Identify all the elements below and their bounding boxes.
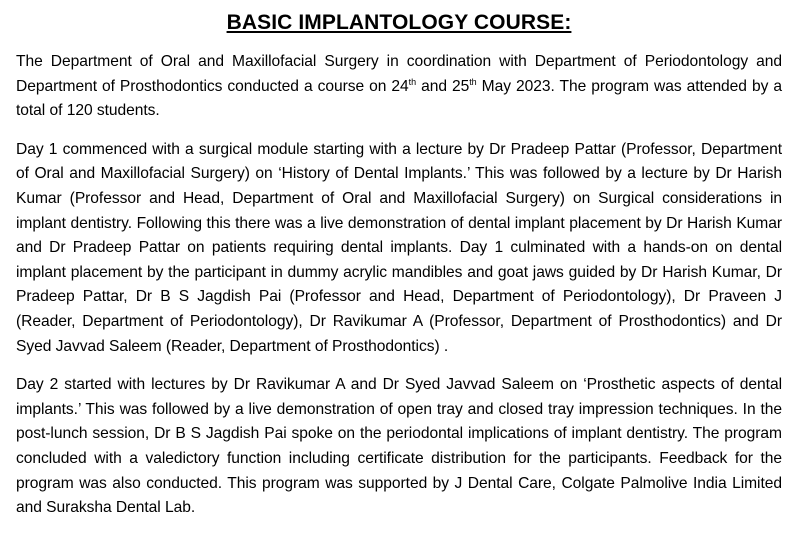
paragraph-day-2: Day 2 started with lectures by Dr Ravikumar A and Dr Syed Javvad Saleem on ‘Prosthetic aspects of dental implants.’ This was followed by a live demonstration of open tray and closed tray impression techniques. In the post-lunch session, Dr B S Jagdish Pai spoke on the periodontal implications of implant dentistry. The program concluded with a valedictory function including certificate distribution for the participants. Feedback for the program was also conducted. This program was supported by J Dental Care, Colgate Palmolive India Limited and Suraksha Dental Lab. [16,376,782,517]
intro-text-middle: and 25 [416,77,470,95]
ordinal-suffix-2: th [469,76,477,87]
document-title: BASIC IMPLANTOLOGY COURSE: [226,11,572,34]
paragraph-intro [16,50,782,124]
intro-text-start: The Department of Oral and Maxillofacial Surgery in coordination with Department of Periodontology and Department of Prosthodontics conducted a course on 24 [16,53,782,95]
ordinal-suffix-1: th [408,76,417,87]
document-page [16,8,782,535]
intro-text-end: May 2023. The program was attended by a total of 120 students. [16,77,782,120]
paragraph-day-1: Day 1 commenced with a surgical module starting with a lecture by Dr Pradeep Pattar (Professor, Department of Oral and Maxillofacial Surgery) on ‘History of Dental Implants.’ This was followed by a lecture by Dr Harish Kumar (Professor and Head, Department of Oral and Maxillofacial Surgery) on Surgical considerations in implant dentistry. Following this there was a live demonstration of dental implant placement by Dr Harish Kumar and Dr Pradeep Pattar on patients requiring dental implants. Day 1 culminated with a hands-on on dental implant placement by the participant in dummy acrylic mandibles and goat jaws guided by Dr Harish Kumar, Dr Pradeep Pattar, Dr B S Jagdish Pai (Professor and Head, Department of Periodontology), Dr Praveen J (Reader, Department of Periodontology), Dr Ravikumar A (Professor, Department of Prosthodontics) and Dr Syed Javvad Saleem (Reader, Department of Prosthodontics) . [16,140,782,355]
